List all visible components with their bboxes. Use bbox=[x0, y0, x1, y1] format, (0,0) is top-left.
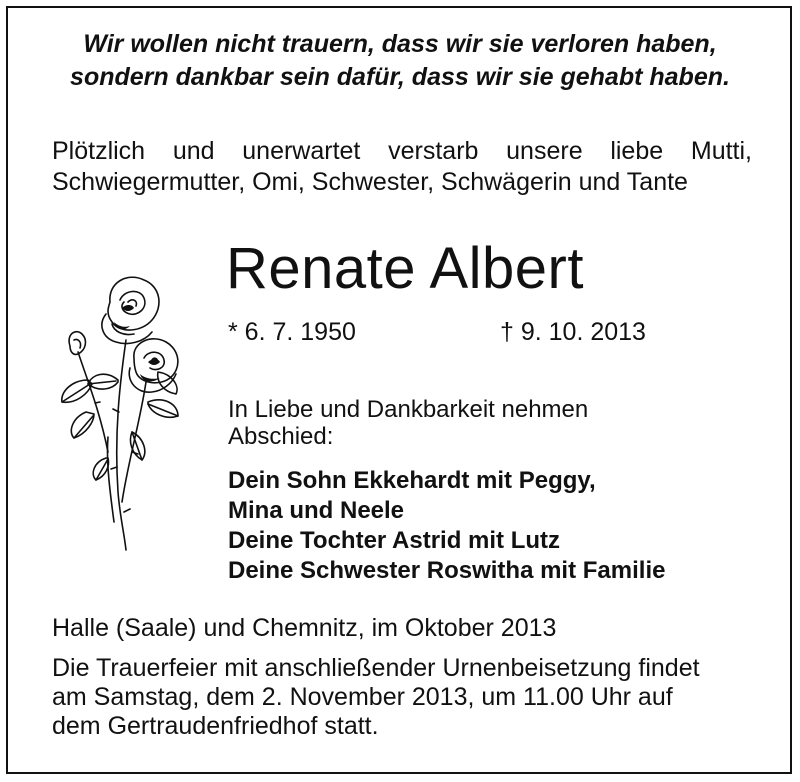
ceremony-text bbox=[52, 654, 752, 741]
intro-line: Plötzlich und unerwartet verstarb unsere liebe Mutti, bbox=[52, 137, 752, 165]
family-line: Deine Tochter Astrid mit Lutz bbox=[228, 527, 561, 554]
family-line: Dein Sohn Ekkehardt mit Peggy, bbox=[228, 467, 596, 494]
death-date: † 9. 10. 2013 bbox=[500, 318, 646, 346]
birth-date: * 6. 7. 1950 bbox=[228, 318, 356, 346]
farewell-text bbox=[228, 396, 688, 450]
place-date: Halle (Saale) und Chemnitz, im Oktober 2013 bbox=[52, 614, 557, 642]
deceased-name: Renate Albert bbox=[226, 236, 584, 301]
ceremony-line: dem Gertraudenfriedhof statt. bbox=[52, 712, 379, 740]
farewell-line: In Liebe und Dankbarkeit nehmen bbox=[228, 396, 589, 423]
intro-text bbox=[52, 136, 752, 198]
ceremony-line: Die Trauerfeier mit anschließender Urnenbeisetzung findet bbox=[52, 654, 700, 682]
family-list bbox=[228, 466, 748, 586]
family-line: Deine Schwester Roswitha mit Familie bbox=[228, 557, 666, 584]
rose-icon bbox=[48, 262, 198, 552]
motto-line: sondern dankbar sein dafür, dass wir sie gehabt haben. bbox=[70, 63, 730, 91]
intro-line: Schwiegermutter, Omi, Schwester, Schwägerin und Tante bbox=[52, 168, 688, 196]
ceremony-line: am Samstag, dem 2. November 2013, um 11.00 Uhr auf bbox=[52, 683, 673, 711]
motto-line: Wir wollen nicht trauern, dass wir sie verloren haben, bbox=[83, 30, 717, 58]
family-line: Mina und Neele bbox=[228, 497, 405, 524]
motto bbox=[0, 28, 800, 94]
farewell-line: Abschied: bbox=[228, 423, 334, 450]
